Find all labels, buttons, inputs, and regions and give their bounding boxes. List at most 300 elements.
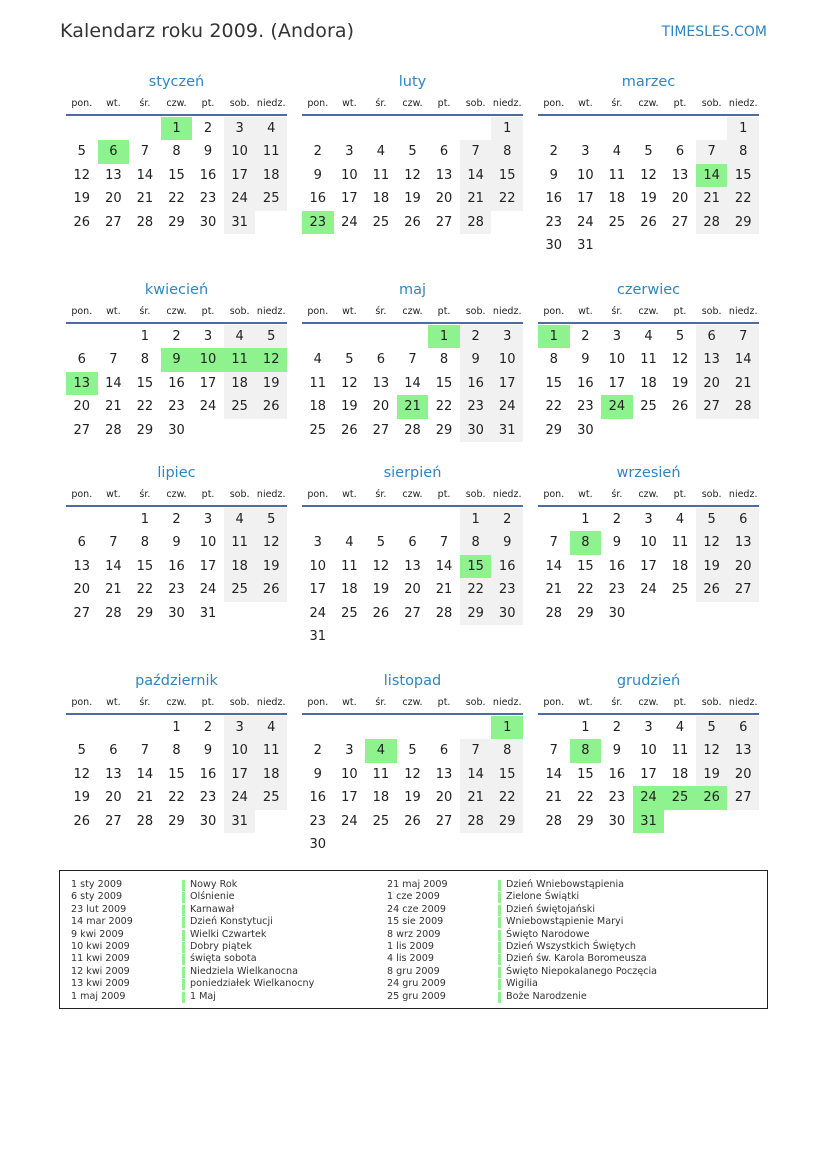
day-cell: 3 bbox=[612, 329, 622, 344]
day-cell: 29 bbox=[577, 605, 594, 621]
day-cell: 28 bbox=[460, 211, 492, 234]
day-cell: 3 bbox=[313, 535, 322, 551]
day-cell: 25 bbox=[255, 187, 287, 210]
day-cell: 29 bbox=[577, 813, 594, 829]
day-cell: 27 bbox=[105, 813, 122, 829]
legend-item bbox=[60, 941, 314, 953]
day-cell: 30 bbox=[545, 237, 563, 253]
day-cell: 7 bbox=[109, 535, 118, 551]
day-cell: 27 bbox=[105, 214, 122, 230]
day-cell: 11 bbox=[255, 739, 287, 762]
legend-date: 13 kwi 2009 bbox=[71, 978, 130, 990]
empty-cell bbox=[633, 117, 665, 140]
weekday-label: pon. bbox=[543, 98, 565, 109]
legend-holiday-name: Zielone Świątki bbox=[498, 891, 579, 903]
legend-holiday-name: Święto Niepokalanego Poczęcia bbox=[498, 966, 657, 978]
day-cell: 20 bbox=[671, 191, 689, 207]
day-cell: 24 bbox=[199, 582, 217, 598]
day-cell: 17 bbox=[640, 766, 657, 782]
day-cell: 15 bbox=[577, 766, 594, 782]
day-cell: 18 bbox=[341, 582, 358, 598]
day-cell: 1 bbox=[727, 117, 759, 140]
day-cell: 9 bbox=[612, 743, 622, 759]
day-cell: 7 bbox=[549, 535, 558, 551]
month-2 bbox=[538, 70, 759, 278]
day-cell: 22 bbox=[577, 582, 594, 598]
holiday-day-cell: 14 bbox=[696, 164, 728, 187]
day-cell: 26 bbox=[671, 399, 689, 415]
weekday-label: niedz. bbox=[728, 306, 758, 317]
month-4 bbox=[302, 278, 523, 461]
weekday-label: śr. bbox=[611, 306, 623, 317]
weekday-label: niedz. bbox=[256, 489, 286, 500]
weekday-label: niedz. bbox=[492, 306, 522, 317]
weekday-header bbox=[66, 94, 287, 116]
day-cell: 8 bbox=[140, 535, 150, 551]
day-cell: 3 bbox=[203, 329, 213, 344]
day-cell: 28 bbox=[696, 211, 728, 234]
month-8 bbox=[538, 461, 759, 669]
day-cell: 13 bbox=[435, 167, 453, 183]
day-cell: 29 bbox=[727, 211, 759, 234]
day-cell: 24 bbox=[640, 582, 657, 598]
holiday-day-cell: 1 bbox=[161, 117, 193, 140]
day-cell: 6 bbox=[439, 743, 449, 759]
month-name: grudzień bbox=[616, 673, 681, 689]
weekday-label: czw. bbox=[402, 98, 423, 109]
holiday-day-cell: 6 bbox=[98, 140, 130, 163]
calendar-grid bbox=[66, 70, 762, 852]
day-cell: 26 bbox=[255, 578, 287, 601]
day-cell: 6 bbox=[408, 535, 417, 551]
day-cell: 4 bbox=[612, 144, 622, 160]
weekday-header bbox=[66, 485, 287, 507]
weekday-label: pt. bbox=[437, 98, 451, 109]
day-cell: 9 bbox=[549, 167, 558, 183]
day-cell: 28 bbox=[105, 605, 122, 621]
day-cell: 21 bbox=[460, 786, 492, 809]
day-cell: 16 bbox=[460, 372, 492, 395]
day-grid bbox=[302, 117, 523, 234]
day-cell: 6 bbox=[376, 352, 386, 368]
legend-date: 4 lis 2009 bbox=[387, 953, 434, 965]
weekday-label: pon. bbox=[71, 306, 93, 317]
day-cell: 10 bbox=[224, 739, 256, 762]
day-cell: 3 bbox=[581, 144, 590, 160]
weekday-label: niedz. bbox=[256, 98, 286, 109]
legend-item bbox=[60, 991, 314, 1003]
holiday-day-cell: 8 bbox=[570, 531, 602, 554]
day-grid bbox=[302, 508, 523, 648]
day-cell: 7 bbox=[549, 743, 558, 759]
day-cell: 5 bbox=[408, 144, 417, 160]
weekday-label: pon. bbox=[543, 489, 565, 500]
day-cell: 30 bbox=[608, 605, 626, 621]
day-cell: 2 bbox=[172, 329, 181, 344]
weekday-label: wt. bbox=[342, 306, 357, 317]
month-name: czerwiec bbox=[616, 282, 681, 298]
day-cell: 6 bbox=[727, 508, 759, 531]
day-cell: 5 bbox=[345, 352, 354, 368]
day-cell: 3 bbox=[644, 512, 653, 527]
day-cell: 26 bbox=[255, 395, 287, 418]
legend-item bbox=[60, 891, 314, 903]
weekday-label: niedz. bbox=[728, 98, 758, 109]
day-cell: 20 bbox=[435, 790, 453, 806]
day-cell: 17 bbox=[640, 558, 657, 574]
day-cell: 4 bbox=[675, 720, 685, 735]
day-cell: 11 bbox=[309, 375, 327, 391]
month-name: sierpień bbox=[383, 465, 442, 481]
month-name: maj bbox=[398, 282, 427, 298]
day-cell: 29 bbox=[168, 813, 185, 829]
day-cell: 25 bbox=[224, 578, 256, 601]
legend-date: 24 cze 2009 bbox=[387, 903, 446, 915]
day-cell: 25 bbox=[309, 422, 327, 438]
weekday-label: pt. bbox=[673, 306, 687, 317]
holiday-day-cell: 31 bbox=[633, 810, 665, 833]
day-cell: 23 bbox=[460, 395, 492, 418]
day-cell: 5 bbox=[255, 325, 287, 348]
legend-date: 25 gru 2009 bbox=[387, 990, 446, 1002]
empty-cell bbox=[538, 716, 570, 739]
day-cell: 1 bbox=[581, 512, 590, 527]
site-logo[interactable]: TIMESLES.COM bbox=[661, 24, 767, 40]
day-cell: 19 bbox=[404, 790, 421, 806]
day-cell: 13 bbox=[372, 375, 390, 391]
day-cell: 22 bbox=[460, 578, 492, 601]
weekday-label: sob. bbox=[701, 306, 722, 317]
weekday-label: wt. bbox=[106, 306, 121, 317]
day-cell: 16 bbox=[309, 790, 327, 806]
day-cell: 11 bbox=[671, 743, 689, 759]
day-cell: 6 bbox=[77, 535, 86, 551]
weekday-label: pon. bbox=[543, 697, 565, 708]
weekday-label: śr. bbox=[375, 98, 387, 109]
day-cell: 6 bbox=[109, 743, 118, 759]
day-cell: 19 bbox=[696, 763, 728, 786]
day-cell: 8 bbox=[491, 739, 523, 762]
day-cell: 5 bbox=[696, 716, 728, 739]
weekday-label: śr. bbox=[611, 697, 623, 708]
weekday-label: czw. bbox=[402, 489, 423, 500]
empty-cell bbox=[334, 716, 366, 739]
day-cell: 8 bbox=[172, 144, 181, 160]
day-cell: 27 bbox=[671, 214, 689, 230]
legend-holiday-name: Karnawał bbox=[182, 904, 234, 916]
day-cell: 25 bbox=[608, 214, 626, 230]
day-cell: 15 bbox=[491, 164, 523, 187]
day-cell: 2 bbox=[172, 512, 181, 527]
weekday-label: pt. bbox=[673, 489, 687, 500]
weekday-label: niedz. bbox=[728, 697, 758, 708]
day-cell: 21 bbox=[105, 399, 122, 415]
month-name: styczeń bbox=[148, 74, 205, 90]
legend-date: 15 sie 2009 bbox=[387, 916, 444, 928]
day-cell: 23 bbox=[577, 399, 594, 415]
day-cell: 5 bbox=[255, 508, 287, 531]
day-cell: 19 bbox=[255, 372, 287, 395]
day-cell: 7 bbox=[460, 739, 492, 762]
day-cell: 3 bbox=[345, 144, 354, 160]
day-cell: 2 bbox=[203, 720, 213, 735]
day-cell: 20 bbox=[727, 555, 759, 578]
day-cell: 10 bbox=[640, 743, 657, 759]
day-cell: 5 bbox=[696, 508, 728, 531]
weekday-label: sob. bbox=[701, 489, 722, 500]
day-cell: 13 bbox=[727, 739, 759, 762]
day-cell: 18 bbox=[224, 555, 256, 578]
legend-holiday-name: Święto Narodowe bbox=[498, 929, 590, 941]
day-cell: 13 bbox=[727, 531, 759, 554]
weekday-label: czw. bbox=[166, 489, 187, 500]
legend-column-right bbox=[376, 879, 657, 1003]
day-cell: 15 bbox=[136, 558, 154, 574]
day-cell: 2 bbox=[313, 144, 322, 160]
day-cell: 11 bbox=[341, 558, 358, 574]
day-cell: 8 bbox=[172, 743, 181, 759]
day-cell: 8 bbox=[727, 140, 759, 163]
day-cell: 12 bbox=[640, 167, 657, 183]
weekday-label: niedz. bbox=[492, 98, 522, 109]
day-cell: 24 bbox=[224, 786, 256, 809]
day-cell: 20 bbox=[73, 582, 91, 598]
day-cell: 4 bbox=[255, 117, 287, 140]
day-cell: 18 bbox=[640, 375, 657, 391]
day-cell: 4 bbox=[224, 508, 256, 531]
day-cell: 30 bbox=[577, 422, 594, 438]
day-cell: 1 bbox=[140, 329, 150, 344]
day-cell: 8 bbox=[439, 352, 449, 368]
holiday-day-cell: 8 bbox=[570, 739, 602, 762]
legend-holiday-name: Olśnienie bbox=[182, 891, 235, 903]
day-cell: 3 bbox=[644, 720, 653, 735]
day-cell: 4 bbox=[345, 535, 354, 551]
legend-date: 1 maj 2009 bbox=[71, 990, 126, 1002]
legend-holiday-name: Wigilia bbox=[498, 978, 538, 990]
day-cell: 6 bbox=[696, 325, 728, 348]
legend-date: 14 mar 2009 bbox=[71, 916, 133, 928]
day-grid bbox=[538, 325, 759, 442]
day-cell: 10 bbox=[608, 352, 626, 368]
day-cell: 6 bbox=[727, 716, 759, 739]
legend-item bbox=[60, 953, 314, 965]
legend-date: 8 gru 2009 bbox=[387, 965, 440, 977]
day-cell: 10 bbox=[199, 535, 217, 551]
day-cell: 29 bbox=[460, 602, 492, 625]
month-name: kwiecień bbox=[144, 282, 209, 298]
day-cell: 6 bbox=[675, 144, 685, 160]
day-cell: 3 bbox=[224, 117, 256, 140]
day-cell: 7 bbox=[439, 535, 449, 551]
day-cell: 9 bbox=[581, 352, 590, 368]
day-cell: 17 bbox=[199, 558, 217, 574]
day-cell: 21 bbox=[696, 187, 728, 210]
day-cell: 10 bbox=[341, 167, 358, 183]
day-cell: 26 bbox=[404, 214, 421, 230]
empty-cell bbox=[66, 508, 98, 531]
day-cell: 16 bbox=[309, 191, 327, 207]
day-cell: 19 bbox=[255, 555, 287, 578]
day-cell: 14 bbox=[404, 375, 421, 391]
day-grid bbox=[538, 716, 759, 833]
empty-cell bbox=[334, 508, 366, 531]
day-cell: 2 bbox=[203, 121, 213, 136]
day-cell: 14 bbox=[105, 558, 122, 574]
legend-date: 21 maj 2009 bbox=[387, 879, 448, 890]
day-cell: 20 bbox=[696, 372, 728, 395]
day-cell: 16 bbox=[199, 766, 217, 782]
legend-date: 11 kwi 2009 bbox=[71, 953, 130, 965]
day-cell: 2 bbox=[491, 508, 523, 531]
holiday-day-cell: 24 bbox=[601, 395, 633, 418]
empty-cell bbox=[334, 325, 366, 348]
legend-item bbox=[376, 978, 657, 990]
month-name: marzec bbox=[621, 74, 676, 90]
weekday-header bbox=[538, 302, 759, 324]
day-cell: 8 bbox=[460, 531, 492, 554]
day-cell: 30 bbox=[168, 422, 185, 438]
day-cell: 28 bbox=[136, 214, 154, 230]
weekday-label: pon. bbox=[71, 697, 93, 708]
weekday-label: pon. bbox=[543, 306, 565, 317]
day-cell: 4 bbox=[376, 144, 386, 160]
day-cell: 10 bbox=[341, 766, 358, 782]
holiday-day-cell: 12 bbox=[255, 348, 287, 371]
holiday-day-cell: 23 bbox=[302, 211, 334, 234]
page-title: Kalendarz roku 2009. (Andora) bbox=[60, 20, 355, 42]
legend-holiday-name: Wielki Czwartek bbox=[182, 929, 266, 941]
day-cell: 27 bbox=[372, 422, 390, 438]
day-cell: 4 bbox=[644, 329, 653, 344]
weekday-label: pon. bbox=[71, 489, 93, 500]
weekday-label: pt. bbox=[201, 306, 215, 317]
day-cell: 21 bbox=[435, 582, 453, 598]
weekday-label: pt. bbox=[201, 489, 215, 500]
day-cell: 4 bbox=[224, 325, 256, 348]
day-cell: 28 bbox=[545, 813, 563, 829]
day-cell: 18 bbox=[309, 399, 327, 415]
day-cell: 2 bbox=[612, 512, 622, 527]
day-cell: 30 bbox=[199, 214, 217, 230]
month-name: luty bbox=[398, 74, 427, 90]
day-cell: 10 bbox=[577, 167, 594, 183]
day-cell: 14 bbox=[545, 558, 563, 574]
empty-cell bbox=[428, 117, 460, 140]
legend-holiday-name: święta sobota bbox=[182, 953, 257, 965]
day-cell: 25 bbox=[255, 786, 287, 809]
weekday-label: wt. bbox=[106, 489, 121, 500]
legend-item bbox=[376, 891, 657, 903]
day-cell: 24 bbox=[577, 214, 594, 230]
weekday-label: sob. bbox=[701, 697, 722, 708]
day-grid bbox=[66, 325, 287, 442]
legend-date: 1 cze 2009 bbox=[387, 891, 440, 903]
day-cell: 7 bbox=[140, 144, 150, 160]
day-cell: 26 bbox=[341, 422, 358, 438]
legend-holiday-name: Dzień świętojański bbox=[498, 904, 595, 916]
day-cell: 9 bbox=[172, 535, 181, 551]
empty-cell bbox=[365, 716, 397, 739]
day-cell: 24 bbox=[309, 605, 327, 621]
day-cell: 23 bbox=[491, 578, 523, 601]
holiday-day-cell: 25 bbox=[664, 786, 696, 809]
day-cell: 18 bbox=[255, 763, 287, 786]
legend-item bbox=[376, 879, 657, 891]
day-cell: 23 bbox=[608, 582, 626, 598]
day-cell: 10 bbox=[309, 558, 327, 574]
day-cell: 15 bbox=[491, 763, 523, 786]
weekday-label: sob. bbox=[465, 306, 486, 317]
day-grid bbox=[66, 716, 287, 833]
day-cell: 22 bbox=[435, 399, 453, 415]
weekday-label: śr. bbox=[375, 489, 387, 500]
legend-date: 23 lut 2009 bbox=[71, 903, 127, 915]
day-grid bbox=[538, 117, 759, 257]
legend-holiday-name: Dzień Wszystkich Świętych bbox=[498, 941, 636, 953]
day-cell: 31 bbox=[224, 211, 256, 234]
day-cell: 29 bbox=[136, 422, 154, 438]
weekday-label: wt. bbox=[578, 489, 593, 500]
weekday-label: śr. bbox=[139, 489, 151, 500]
weekday-label: pon. bbox=[71, 98, 93, 109]
day-cell: 29 bbox=[136, 605, 154, 621]
day-cell: 29 bbox=[435, 422, 453, 438]
holiday-legend bbox=[59, 870, 768, 1009]
day-cell: 27 bbox=[404, 605, 421, 621]
weekday-label: śr. bbox=[375, 306, 387, 317]
weekday-label: pt. bbox=[437, 306, 451, 317]
day-cell: 22 bbox=[136, 399, 154, 415]
legend-item bbox=[60, 879, 314, 891]
weekday-label: niedz. bbox=[728, 489, 758, 500]
weekday-label: wt. bbox=[342, 98, 357, 109]
day-cell: 15 bbox=[435, 375, 453, 391]
day-cell: 19 bbox=[671, 375, 689, 391]
legend-holiday-name: Niedziela Wielkanocna bbox=[182, 966, 298, 978]
holiday-day-cell: 4 bbox=[365, 739, 397, 762]
day-cell: 23 bbox=[199, 790, 217, 806]
day-cell: 24 bbox=[491, 395, 523, 418]
legend-item bbox=[376, 966, 657, 978]
day-cell: 9 bbox=[203, 743, 213, 759]
weekday-label: śr. bbox=[611, 489, 623, 500]
empty-cell bbox=[365, 508, 397, 531]
weekday-header bbox=[66, 693, 287, 715]
holiday-day-cell: 11 bbox=[224, 348, 256, 371]
day-cell: 22 bbox=[136, 582, 154, 598]
day-cell: 17 bbox=[608, 375, 626, 391]
weekday-label: sob. bbox=[465, 697, 486, 708]
holiday-day-cell: 1 bbox=[538, 325, 570, 348]
day-cell: 1 bbox=[460, 508, 492, 531]
day-cell: 5 bbox=[408, 743, 417, 759]
empty-cell bbox=[302, 325, 334, 348]
day-cell: 17 bbox=[199, 375, 217, 391]
day-cell: 11 bbox=[372, 167, 390, 183]
legend-date: 12 kwi 2009 bbox=[71, 965, 130, 977]
day-cell: 8 bbox=[491, 140, 523, 163]
empty-cell bbox=[302, 117, 334, 140]
day-cell: 12 bbox=[671, 352, 689, 368]
legend-item bbox=[60, 966, 314, 978]
day-cell: 26 bbox=[73, 214, 91, 230]
day-cell: 8 bbox=[549, 352, 558, 368]
weekday-label: śr. bbox=[139, 306, 151, 317]
weekday-label: pt. bbox=[673, 697, 687, 708]
day-cell: 9 bbox=[612, 535, 622, 551]
weekday-label: śr. bbox=[611, 98, 623, 109]
